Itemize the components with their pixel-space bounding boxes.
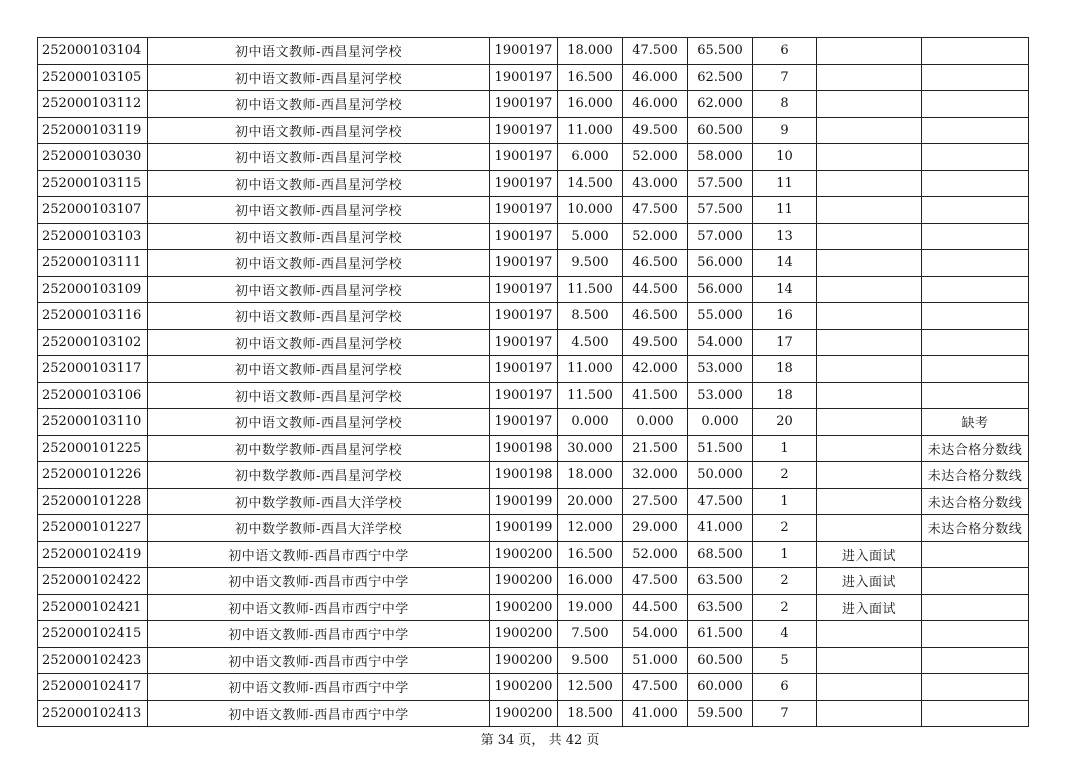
score-2-cell: 49.500 — [623, 329, 688, 356]
position-cell: 初中语文教师-西昌市西宁中学 — [148, 674, 490, 701]
rank-cell: 2 — [753, 568, 817, 595]
candidate-id-cell: 252000103111 — [38, 250, 148, 277]
note-cell — [922, 223, 1029, 250]
table-row — [38, 621, 1029, 648]
position-code-cell: 1900197 — [490, 64, 558, 91]
score-2-cell: 46.000 — [623, 64, 688, 91]
total-score-cell: 58.000 — [688, 144, 753, 171]
result-cell — [817, 64, 922, 91]
position-code-cell: 1900197 — [490, 197, 558, 224]
position-cell: 初中数学教师-西昌星河学校 — [148, 435, 490, 462]
score-1-cell: 18.500 — [558, 700, 623, 727]
position-cell: 初中语文教师-西昌星河学校 — [148, 382, 490, 409]
score-1-cell: 5.000 — [558, 223, 623, 250]
candidate-id-cell: 252000101228 — [38, 488, 148, 515]
candidate-id-cell: 252000103102 — [38, 329, 148, 356]
score-1-cell: 18.000 — [558, 38, 623, 65]
score-1-cell: 10.000 — [558, 197, 623, 224]
position-code-cell: 1900200 — [490, 594, 558, 621]
rank-cell: 9 — [753, 117, 817, 144]
table-row — [38, 250, 1029, 277]
position-cell: 初中语文教师-西昌星河学校 — [148, 91, 490, 118]
score-1-cell: 16.500 — [558, 64, 623, 91]
note-cell — [922, 276, 1029, 303]
score-2-cell: 46.500 — [623, 303, 688, 330]
score-2-cell: 42.000 — [623, 356, 688, 383]
position-cell: 初中语文教师-西昌市西宁中学 — [148, 541, 490, 568]
candidate-id-cell: 252000103109 — [38, 276, 148, 303]
candidate-id-cell: 252000101226 — [38, 462, 148, 489]
table-row — [38, 382, 1029, 409]
candidate-id-cell: 252000102413 — [38, 700, 148, 727]
position-code-cell: 1900198 — [490, 435, 558, 462]
total-score-cell: 56.000 — [688, 276, 753, 303]
score-1-cell: 0.000 — [558, 409, 623, 436]
position-cell: 初中语文教师-西昌星河学校 — [148, 170, 490, 197]
result-cell — [817, 356, 922, 383]
position-code-cell: 1900197 — [490, 329, 558, 356]
score-2-cell: 49.500 — [623, 117, 688, 144]
score-2-cell: 27.500 — [623, 488, 688, 515]
total-score-cell: 54.000 — [688, 329, 753, 356]
candidate-id-cell: 252000102422 — [38, 568, 148, 595]
result-cell: 进入面试 — [817, 541, 922, 568]
rank-cell: 14 — [753, 250, 817, 277]
position-code-cell: 1900197 — [490, 170, 558, 197]
candidate-id-cell: 252000103030 — [38, 144, 148, 171]
candidate-id-cell: 252000103106 — [38, 382, 148, 409]
position-code-cell: 1900197 — [490, 38, 558, 65]
total-score-cell: 57.500 — [688, 197, 753, 224]
position-code-cell: 1900197 — [490, 356, 558, 383]
rank-cell: 11 — [753, 197, 817, 224]
score-2-cell: 51.000 — [623, 647, 688, 674]
rank-cell: 17 — [753, 329, 817, 356]
candidate-id-cell: 252000102423 — [38, 647, 148, 674]
result-cell — [817, 276, 922, 303]
score-1-cell: 20.000 — [558, 488, 623, 515]
result-cell — [817, 674, 922, 701]
result-cell: 进入面试 — [817, 594, 922, 621]
score-1-cell: 11.500 — [558, 382, 623, 409]
position-cell: 初中语文教师-西昌市西宁中学 — [148, 647, 490, 674]
position-code-cell: 1900199 — [490, 515, 558, 542]
position-cell: 初中数学教师-西昌大洋学校 — [148, 488, 490, 515]
table-row — [38, 541, 1029, 568]
total-score-cell: 47.500 — [688, 488, 753, 515]
rank-cell: 2 — [753, 594, 817, 621]
result-cell — [817, 197, 922, 224]
candidate-id-cell: 252000102415 — [38, 621, 148, 648]
rank-cell: 13 — [753, 223, 817, 250]
total-score-cell: 53.000 — [688, 356, 753, 383]
position-code-cell: 1900200 — [490, 541, 558, 568]
position-cell: 初中语文教师-西昌星河学校 — [148, 144, 490, 171]
position-cell: 初中语文教师-西昌星河学校 — [148, 64, 490, 91]
score-1-cell: 16.000 — [558, 568, 623, 595]
score-2-cell: 43.000 — [623, 170, 688, 197]
total-score-cell: 50.000 — [688, 462, 753, 489]
score-1-cell: 7.500 — [558, 621, 623, 648]
note-cell — [922, 170, 1029, 197]
position-code-cell: 1900197 — [490, 409, 558, 436]
table-row — [38, 462, 1029, 489]
candidate-id-cell: 252000103116 — [38, 303, 148, 330]
position-code-cell: 1900200 — [490, 568, 558, 595]
rank-cell: 2 — [753, 515, 817, 542]
rank-cell: 18 — [753, 382, 817, 409]
total-score-cell: 63.500 — [688, 568, 753, 595]
result-cell — [817, 170, 922, 197]
position-code-cell: 1900197 — [490, 303, 558, 330]
rank-cell: 18 — [753, 356, 817, 383]
rank-cell: 11 — [753, 170, 817, 197]
total-score-cell: 55.000 — [688, 303, 753, 330]
score-1-cell: 9.500 — [558, 647, 623, 674]
candidate-id-cell: 252000103110 — [38, 409, 148, 436]
total-score-cell: 60.500 — [688, 647, 753, 674]
score-1-cell: 14.500 — [558, 170, 623, 197]
note-cell — [922, 91, 1029, 118]
score-2-cell: 41.500 — [623, 382, 688, 409]
table-row — [38, 144, 1029, 171]
result-cell — [817, 515, 922, 542]
total-score-cell: 63.500 — [688, 594, 753, 621]
table-row — [38, 64, 1029, 91]
result-cell — [817, 382, 922, 409]
score-1-cell: 9.500 — [558, 250, 623, 277]
note-cell — [922, 700, 1029, 727]
position-cell: 初中语文教师-西昌星河学校 — [148, 303, 490, 330]
candidate-id-cell: 252000103103 — [38, 223, 148, 250]
table-row — [38, 117, 1029, 144]
rank-cell: 7 — [753, 64, 817, 91]
score-1-cell: 4.500 — [558, 329, 623, 356]
score-1-cell: 12.500 — [558, 674, 623, 701]
note-cell — [922, 647, 1029, 674]
candidate-id-cell: 252000101227 — [38, 515, 148, 542]
position-code-cell: 1900197 — [490, 382, 558, 409]
total-score-cell: 57.000 — [688, 223, 753, 250]
score-1-cell: 16.500 — [558, 541, 623, 568]
position-cell: 初中语文教师-西昌星河学校 — [148, 250, 490, 277]
table-row — [38, 674, 1029, 701]
score-2-cell: 0.000 — [623, 409, 688, 436]
note-cell — [922, 38, 1029, 65]
position-cell: 初中语文教师-西昌市西宁中学 — [148, 594, 490, 621]
score-1-cell: 12.000 — [558, 515, 623, 542]
note-cell — [922, 303, 1029, 330]
rank-cell: 1 — [753, 488, 817, 515]
table-row — [38, 594, 1029, 621]
candidate-id-cell: 252000102421 — [38, 594, 148, 621]
table-row — [38, 488, 1029, 515]
position-cell: 初中语文教师-西昌星河学校 — [148, 38, 490, 65]
note-cell: 缺考 — [922, 409, 1029, 436]
score-1-cell: 6.000 — [558, 144, 623, 171]
position-code-cell: 1900198 — [490, 462, 558, 489]
score-2-cell: 47.500 — [623, 197, 688, 224]
result-cell — [817, 91, 922, 118]
score-2-cell: 44.500 — [623, 594, 688, 621]
position-cell: 初中语文教师-西昌市西宁中学 — [148, 700, 490, 727]
rank-cell: 8 — [753, 91, 817, 118]
table-row — [38, 223, 1029, 250]
rank-cell: 7 — [753, 700, 817, 727]
note-cell — [922, 674, 1029, 701]
note-cell — [922, 356, 1029, 383]
result-cell — [817, 144, 922, 171]
position-cell: 初中语文教师-西昌星河学校 — [148, 197, 490, 224]
note-cell — [922, 250, 1029, 277]
score-2-cell: 29.000 — [623, 515, 688, 542]
candidate-id-cell: 252000103119 — [38, 117, 148, 144]
table-row — [38, 91, 1029, 118]
rank-cell: 6 — [753, 674, 817, 701]
table-row — [38, 197, 1029, 224]
result-cell — [817, 647, 922, 674]
rank-cell: 14 — [753, 276, 817, 303]
score-2-cell: 54.000 — [623, 621, 688, 648]
result-cell — [817, 223, 922, 250]
candidate-id-cell: 252000102417 — [38, 674, 148, 701]
total-score-cell: 56.000 — [688, 250, 753, 277]
candidate-id-cell: 252000101225 — [38, 435, 148, 462]
score-1-cell: 30.000 — [558, 435, 623, 462]
result-cell — [817, 700, 922, 727]
score-1-cell: 11.000 — [558, 117, 623, 144]
score-2-cell: 47.500 — [623, 38, 688, 65]
total-score-cell: 68.500 — [688, 541, 753, 568]
note-cell — [922, 568, 1029, 595]
note-cell — [922, 594, 1029, 621]
total-score-cell: 62.000 — [688, 91, 753, 118]
position-code-cell: 1900197 — [490, 117, 558, 144]
candidate-id-cell: 252000103105 — [38, 64, 148, 91]
position-cell: 初中语文教师-西昌星河学校 — [148, 276, 490, 303]
result-cell — [817, 303, 922, 330]
score-1-cell: 11.000 — [558, 356, 623, 383]
result-cell — [817, 488, 922, 515]
rank-cell: 16 — [753, 303, 817, 330]
position-code-cell: 1900197 — [490, 144, 558, 171]
table-row — [38, 38, 1029, 65]
position-code-cell: 1900200 — [490, 700, 558, 727]
note-cell: 未达合格分数线 — [922, 488, 1029, 515]
rank-cell: 6 — [753, 38, 817, 65]
result-cell — [817, 462, 922, 489]
score-1-cell: 19.000 — [558, 594, 623, 621]
score-2-cell: 46.000 — [623, 91, 688, 118]
position-cell: 初中语文教师-西昌星河学校 — [148, 356, 490, 383]
position-code-cell: 1900200 — [490, 621, 558, 648]
score-1-cell: 16.000 — [558, 91, 623, 118]
candidate-id-cell: 252000103104 — [38, 38, 148, 65]
score-1-cell: 11.500 — [558, 276, 623, 303]
note-cell — [922, 621, 1029, 648]
table-row — [38, 409, 1029, 436]
score-2-cell: 47.500 — [623, 674, 688, 701]
total-score-cell: 41.000 — [688, 515, 753, 542]
table-row — [38, 303, 1029, 330]
rank-cell: 1 — [753, 435, 817, 462]
table-row — [38, 276, 1029, 303]
page-footer: 第 34 页， 共 42 页 — [480, 733, 600, 748]
note-cell: 未达合格分数线 — [922, 515, 1029, 542]
score-2-cell: 52.000 — [623, 223, 688, 250]
position-code-cell: 1900200 — [490, 647, 558, 674]
note-cell — [922, 117, 1029, 144]
total-score-cell: 60.000 — [688, 674, 753, 701]
position-cell: 初中数学教师-西昌大洋学校 — [148, 515, 490, 542]
table-body — [38, 38, 1029, 727]
score-2-cell: 52.000 — [623, 541, 688, 568]
result-cell — [817, 435, 922, 462]
position-cell: 初中语文教师-西昌星河学校 — [148, 409, 490, 436]
position-cell: 初中语文教师-西昌星河学校 — [148, 117, 490, 144]
total-score-cell: 65.500 — [688, 38, 753, 65]
candidate-id-cell: 252000103107 — [38, 197, 148, 224]
position-cell: 初中语文教师-西昌星河学校 — [148, 223, 490, 250]
position-code-cell: 1900197 — [490, 250, 558, 277]
note-cell — [922, 64, 1029, 91]
rank-cell: 4 — [753, 621, 817, 648]
total-score-cell: 57.500 — [688, 170, 753, 197]
note-cell — [922, 144, 1029, 171]
position-code-cell: 1900197 — [490, 223, 558, 250]
total-score-cell: 62.500 — [688, 64, 753, 91]
position-cell: 初中语文教师-西昌市西宁中学 — [148, 568, 490, 595]
score-2-cell: 47.500 — [623, 568, 688, 595]
candidate-id-cell: 252000103112 — [38, 91, 148, 118]
scores-table — [37, 37, 1029, 727]
position-cell: 初中语文教师-西昌星河学校 — [148, 329, 490, 356]
total-score-cell: 0.000 — [688, 409, 753, 436]
result-cell — [817, 250, 922, 277]
table-row — [38, 329, 1029, 356]
total-score-cell: 53.000 — [688, 382, 753, 409]
candidate-id-cell: 252000103117 — [38, 356, 148, 383]
candidate-id-cell: 252000103115 — [38, 170, 148, 197]
table-row — [38, 515, 1029, 542]
rank-cell: 10 — [753, 144, 817, 171]
score-1-cell: 8.500 — [558, 303, 623, 330]
score-2-cell: 32.000 — [623, 462, 688, 489]
score-2-cell: 21.500 — [623, 435, 688, 462]
result-cell: 进入面试 — [817, 568, 922, 595]
position-cell: 初中语文教师-西昌市西宁中学 — [148, 621, 490, 648]
score-2-cell: 52.000 — [623, 144, 688, 171]
position-code-cell: 1900197 — [490, 276, 558, 303]
total-score-cell: 59.500 — [688, 700, 753, 727]
result-cell — [817, 117, 922, 144]
score-2-cell: 44.500 — [623, 276, 688, 303]
result-cell — [817, 329, 922, 356]
result-cell — [817, 409, 922, 436]
note-cell — [922, 329, 1029, 356]
table-row — [38, 170, 1029, 197]
note-cell — [922, 541, 1029, 568]
table-row — [38, 647, 1029, 674]
rank-cell: 5 — [753, 647, 817, 674]
note-cell: 未达合格分数线 — [922, 435, 1029, 462]
table-row — [38, 356, 1029, 383]
position-code-cell: 1900199 — [490, 488, 558, 515]
total-score-cell: 61.500 — [688, 621, 753, 648]
note-cell: 未达合格分数线 — [922, 462, 1029, 489]
rank-cell: 1 — [753, 541, 817, 568]
score-2-cell: 41.000 — [623, 700, 688, 727]
score-1-cell: 18.000 — [558, 462, 623, 489]
note-cell — [922, 382, 1029, 409]
table-row — [38, 435, 1029, 462]
position-code-cell: 1900200 — [490, 674, 558, 701]
result-cell — [817, 621, 922, 648]
result-cell — [817, 38, 922, 65]
table-row — [38, 700, 1029, 727]
rank-cell: 20 — [753, 409, 817, 436]
note-cell — [922, 197, 1029, 224]
rank-cell: 2 — [753, 462, 817, 489]
position-code-cell: 1900197 — [490, 91, 558, 118]
total-score-cell: 51.500 — [688, 435, 753, 462]
table-row — [38, 568, 1029, 595]
total-score-cell: 60.500 — [688, 117, 753, 144]
score-2-cell: 46.500 — [623, 250, 688, 277]
candidate-id-cell: 252000102419 — [38, 541, 148, 568]
position-cell: 初中数学教师-西昌星河学校 — [148, 462, 490, 489]
